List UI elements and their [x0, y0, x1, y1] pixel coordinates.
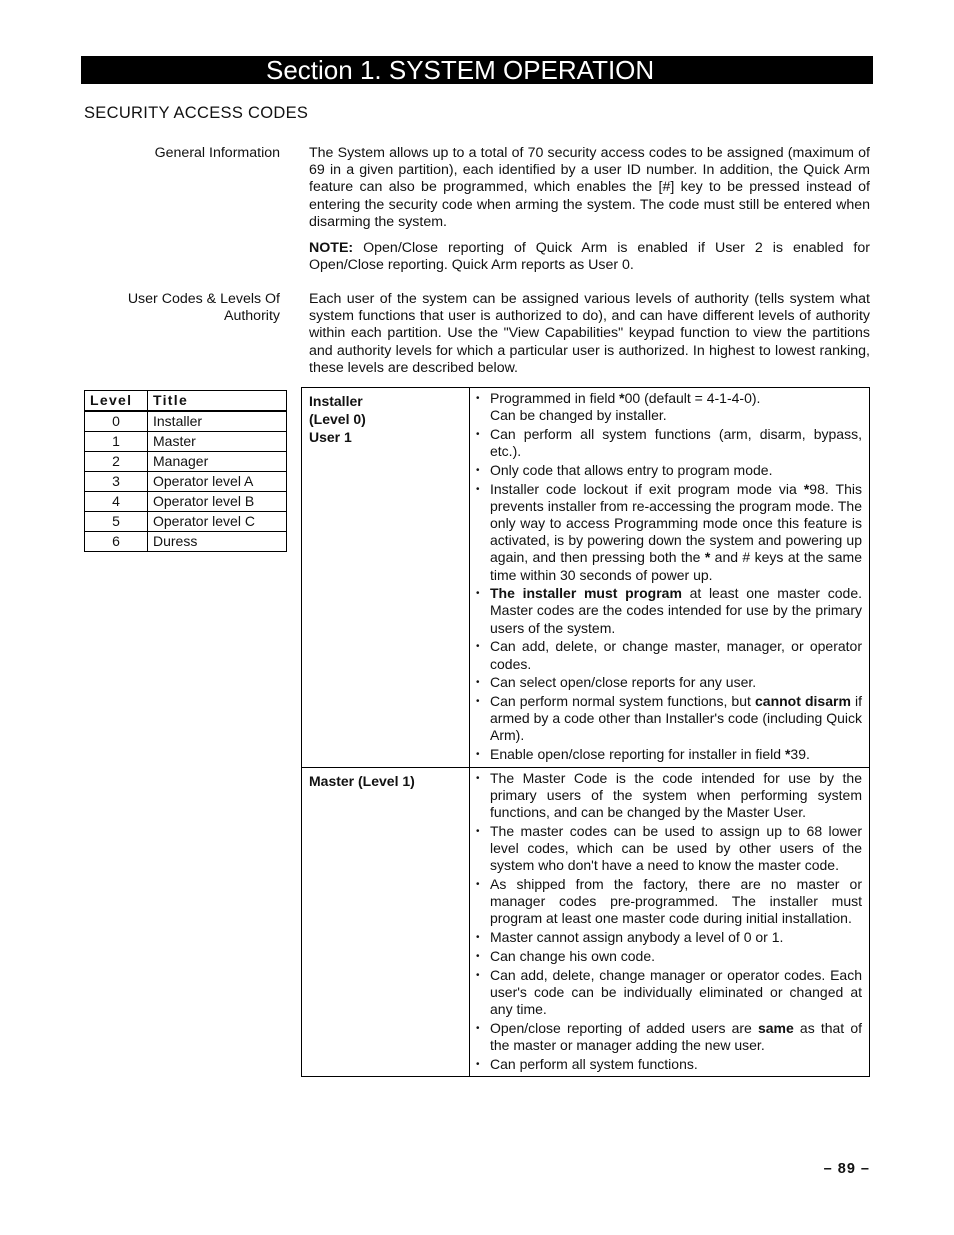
list-item [476, 481, 862, 584]
list-item: • As shipped from the factory, there are no master or manager codes pre-programmed. The installer must program at least one master code during initial installation. [476, 876, 862, 928]
section-heading: SECURITY ACCESS CODES [84, 104, 309, 122]
installer-bullet-list [476, 390, 862, 763]
level-cell: 5 [85, 512, 148, 532]
general-info-paragraph: The System allows up to a total of 70 security access codes to be assigned (maximum of 69 in a given partition), each identified by a user ID number. In addition, the Quick Arm feature can also be programmed, which enables the [#] key to be pressed instead of entering the security code when arming the system. The code must still be entered when disarming the system. [309, 145, 870, 230]
master-bullet-list [476, 770, 862, 1073]
bullet-text: Can perform normal system functions, but [490, 692, 755, 709]
list-item: • Can add, delete, or change master, manager, or operator codes. [476, 638, 862, 672]
note-label: NOTE: [309, 240, 354, 256]
installer-role-cell [302, 388, 470, 768]
table-row [85, 432, 287, 452]
level-cell: 3 [85, 472, 148, 492]
bullet-bold: * [704, 549, 711, 566]
user-codes-label-line1: User Codes & Levels Of [127, 291, 280, 307]
banner-title: Section 1. SYSTEM OPERATION [266, 55, 655, 85]
level-cell: 0 [85, 411, 148, 432]
user-codes-label [80, 291, 280, 325]
list-item: • Only code that allows entry to program mode. [476, 462, 862, 479]
quick-arm-note [309, 240, 870, 274]
bullet-text: at least one master code. Master codes are the codes intended for use by the primary users of the system. [490, 585, 862, 636]
master-bullets-cell [470, 767, 870, 1076]
bullet-text: as that of the master or manager adding the new user. [490, 1019, 862, 1053]
bullet-text: if armed by a code other than Installer's code (including Quick Arm). [490, 692, 862, 744]
header-title: Title [148, 391, 287, 412]
list-item: • Can perform all system functions (arm, disarm, bypass, etc.). [476, 426, 862, 460]
table-row [85, 532, 287, 552]
bullet-text: 00 (default = 4-1-4-0). [624, 390, 761, 406]
user-codes-paragraph: Each user of the system can be assigned various levels of authority (tells system what system functions that user is authorized to do), and can have different levels of authority within each partition. Use the "View Capabilities" keypad function to view the partitions and authority levels for which a particular user is authorized. In highest to lowest ranking, these levels are described below. [309, 291, 870, 376]
master-row [302, 767, 870, 1076]
level-cell: 4 [85, 492, 148, 512]
title-cell: Master [148, 432, 287, 452]
bullet-text: Can be changed by installer. [490, 407, 667, 424]
list-item [476, 1020, 862, 1054]
level-cell: 2 [85, 452, 148, 472]
bullet-bold: The installer must program [490, 585, 682, 602]
list-item: • The master codes can be used to assign up to 68 lower level codes, which can be used by other users of the system who don't have a need to know the master code. [476, 823, 862, 875]
role-level: (Level 0) [309, 411, 366, 427]
list-item: • Can add, delete, change manager or operator codes. Each user's code can be individually eliminated or changed at any time. [476, 967, 862, 1019]
list-item: • Can select open/close reports for any user. [476, 674, 862, 691]
bullet-text: 39. [790, 746, 810, 763]
title-cell: Operator level A [148, 472, 287, 492]
bullet-text: Installer code lockout if exit program mode via [490, 480, 804, 497]
user-codes-label-line2: Authority [224, 308, 280, 324]
table-row [85, 512, 287, 532]
installer-bullets-cell [470, 388, 870, 768]
bullet-text: Programmed in field [490, 390, 620, 406]
bullet-bold: same [757, 1019, 794, 1036]
title-cell: Operator level B [148, 492, 287, 512]
list-item [476, 390, 862, 424]
general-info-label: General Information [154, 145, 280, 161]
header-level: Level [85, 391, 148, 412]
level-cell: 1 [85, 432, 148, 452]
bullet-bold: * [619, 390, 625, 406]
list-item: • Master cannot assign anybody a level of 0 or 1. [476, 929, 862, 946]
master-role-cell: Master (Level 1) [302, 767, 470, 1076]
list-item: • The Master Code is the code intended for use by the primary users of the system when performing system functions, and can be changed by the Master User. [476, 770, 862, 822]
bullet-text: and # keys at the same time within 30 seconds of power up. [490, 549, 862, 583]
bullet-text: 98. This prevents installer from re-accessing the program mode. The only way to access Programming mode once this feature is activated, is by powering down the system and powering up again, and then pressing both the [490, 480, 862, 566]
bullet-bold: * [803, 480, 810, 497]
role-user: User 1 [309, 429, 352, 445]
list-item: • Can perform all system functions. [476, 1056, 862, 1073]
note-text: Open/Close reporting of Quick Arm is enabled if User 2 is enabled for Open/Close reporting. Quick Arm reports as User 0. [309, 240, 870, 274]
page-number: – 89 – [823, 1161, 870, 1177]
bullet-bold: * [784, 746, 791, 763]
bullet-bold: cannot disarm [755, 692, 851, 709]
table-row [85, 472, 287, 492]
title-cell: Duress [148, 532, 287, 552]
list-item [476, 746, 862, 763]
levels-table [84, 390, 287, 552]
table-row [85, 452, 287, 472]
table-row [85, 411, 287, 432]
title-cell: Installer [148, 411, 287, 432]
levels-table-header [85, 391, 287, 412]
bullet-text: Enable open/close reporting for installer in field [490, 746, 785, 763]
role-title: Installer [309, 393, 363, 409]
list-item [476, 585, 862, 637]
level-cell: 6 [85, 532, 148, 552]
list-item: • Can change his own code. [476, 948, 862, 965]
title-cell: Operator level C [148, 512, 287, 532]
title-cell: Manager [148, 452, 287, 472]
table-row [85, 492, 287, 512]
authority-table [301, 387, 870, 1077]
installer-row [302, 388, 870, 768]
section-banner [81, 56, 873, 84]
bullet-text: Open/close reporting of added users are [490, 1019, 758, 1036]
list-item [476, 693, 862, 745]
